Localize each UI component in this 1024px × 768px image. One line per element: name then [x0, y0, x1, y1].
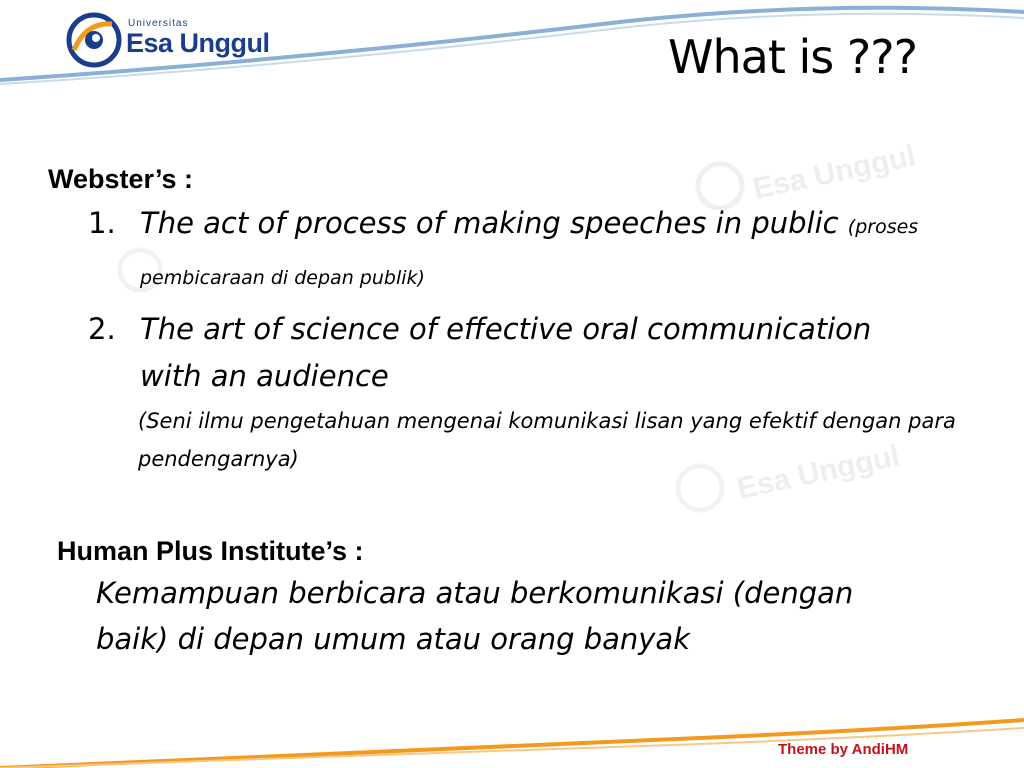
human-plus-heading: Human Plus Institute’s :: [57, 536, 364, 566]
list-item-number: 2.: [88, 312, 116, 346]
list-item: [88, 200, 940, 302]
watermark: Esa Unggul: [750, 139, 919, 206]
list-item-number: 1.: [88, 206, 116, 240]
list-item: [88, 306, 940, 400]
logo-emblem-icon: [66, 12, 122, 68]
list-item-text: The art of science of effective oral communication with an audience: [140, 312, 872, 393]
websters-heading: Webster’s :: [48, 164, 194, 194]
watermark: Esa Unggul: [734, 439, 903, 506]
list-item-translation: (Seni ilmu pengetahuan mengenai komunikasi lisan yang efektif dengan para pendengarnya): [138, 409, 956, 471]
slide-title: What is ???: [668, 30, 918, 84]
logo-small-text: Universitas: [128, 18, 189, 29]
list-item-translation: (proses pembicaraan di depan publik): [140, 216, 919, 289]
logo-name: Esa Unggul: [126, 28, 270, 58]
list-item-text: The act of process of making speeches in public: [140, 206, 839, 240]
human-plus-definition: Kemampuan berbicara atau berkomunikasi (dengan baik) di depan umum atau orang banyak: [96, 576, 854, 656]
university-logo: [66, 12, 296, 68]
theme-credit: Theme by AndiHM: [778, 741, 909, 758]
